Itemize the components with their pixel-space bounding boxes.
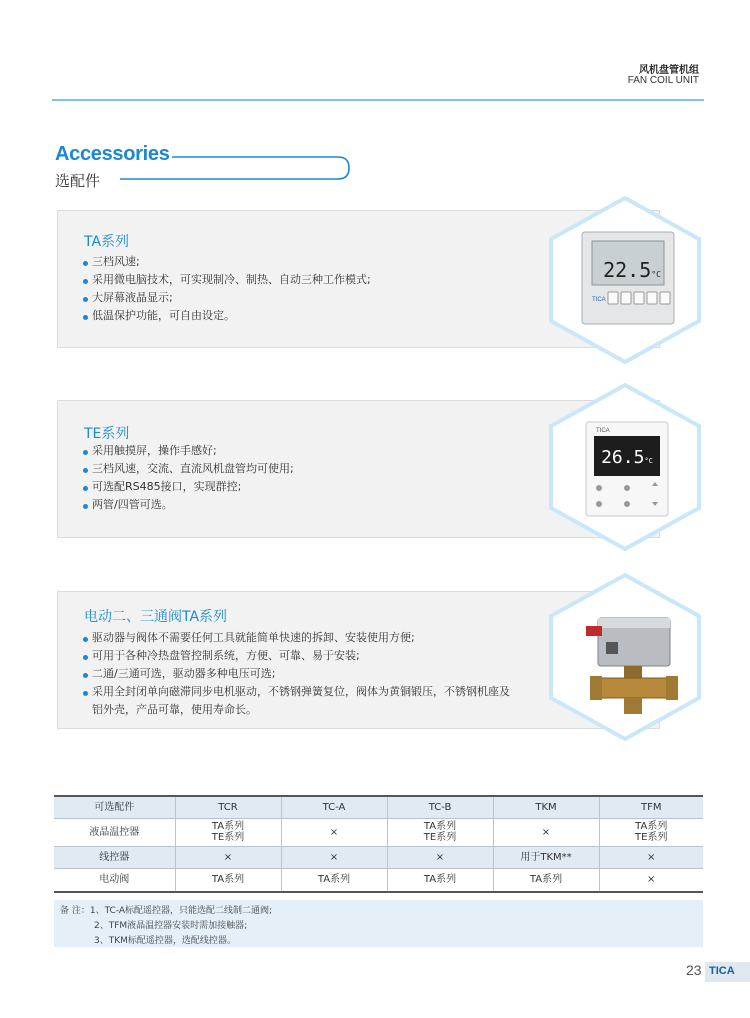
list-item: 采用微电脑技术，可实现制冷、制热、自动三种工作模式; [82, 271, 371, 289]
thermostat-unit: °C [651, 270, 661, 279]
thermostat-unit: °C [644, 457, 653, 465]
table-cell: TA系列 [387, 868, 493, 892]
list-item: 三档风速，交流、直流风机盘管均可使用; [82, 460, 294, 478]
list-item: 两管/四管可选。 [82, 496, 294, 514]
table-cell: × [175, 846, 281, 868]
thermostat-temp: 26.5 [601, 447, 645, 468]
feature-list [82, 442, 294, 514]
table-cell: TA系列 TE系列 [175, 818, 281, 846]
list-item: 采用触摸屏，操作手感好; [82, 442, 294, 460]
card-title: 电动二、三通阀TA系列 [84, 609, 228, 625]
table-header: TC-B [387, 796, 493, 818]
note-line: 2、TFM液晶温控器安装时需加接触器; [94, 921, 248, 931]
header-divider [52, 99, 704, 101]
list-item: 驱动器与阀体不需要任何工具就能简单快速的拆卸、安装使用方便; [82, 629, 514, 647]
table-cell: × [281, 818, 387, 846]
table-cell: TA系列 TE系列 [387, 818, 493, 846]
accessories-table [54, 795, 703, 893]
ta-thermostat-image [546, 195, 704, 365]
thermostat-logo: TICA [592, 297, 606, 303]
brand-logo-text: TICA [709, 965, 735, 977]
header-title-cn: 风机盘管机组 [639, 65, 699, 76]
table-cell: TA系列 [493, 868, 599, 892]
brand-badge [705, 962, 750, 982]
table-cell: TA系列 [175, 868, 281, 892]
table-row [54, 868, 703, 892]
card-title: TA系列 [84, 234, 130, 250]
card-title: TE系列 [84, 426, 130, 442]
table-header: TC-A [281, 796, 387, 818]
table-cell: TA系列 TE系列 [599, 818, 703, 846]
section-title-cn: 选配件 [55, 172, 101, 190]
table-notes [54, 900, 703, 947]
feature-list [82, 253, 371, 325]
table-header: 可选配件 [54, 796, 175, 818]
list-item: 可用于各种冷热盘管控制系统，方便、可靠、易于安装; [82, 647, 514, 665]
list-item: 大屏幕液晶显示; [82, 289, 371, 307]
list-item: 三档风速; [82, 253, 371, 271]
page-number: 23 [686, 962, 702, 978]
table-header: TFM [599, 796, 703, 818]
section-title-en: Accessories [55, 143, 170, 165]
thermostat-logo: TICA [596, 428, 610, 434]
te-thermostat-image [546, 382, 704, 552]
table-header: TCR [175, 796, 281, 818]
table-header-row [54, 796, 703, 818]
table-cell: 用于TKM** [493, 846, 599, 868]
table-cell: × [387, 846, 493, 868]
list-item: 可选配RS485接口，实现群控; [82, 478, 294, 496]
table-cell: TA系列 [281, 868, 387, 892]
table-cell: 电动阀 [54, 868, 175, 892]
list-item: 采用全封闭单向磁滞同步电机驱动，不锈钢弹簧复位，阀体为黄铜锻压，不锈钢机座及铝外壳，产品可靠，使用寿命长。 [82, 683, 514, 719]
header-title-en: FAN COIL UNIT [627, 75, 699, 86]
table-cell: 线控器 [54, 846, 175, 868]
table-cell: × [599, 868, 703, 892]
thermostat-temp: 22.5 [603, 258, 652, 282]
table-row [54, 818, 703, 846]
table-header: TKM [493, 796, 599, 818]
note-line: 3、TKM标配遥控器，选配线控器。 [94, 936, 236, 946]
list-item: 低温保护功能，可自由设定。 [82, 307, 371, 325]
note-line: 备 注：1、TC-A标配遥控器，只能选配二线制二通阀; [60, 906, 273, 916]
list-item: 二通/三通可选，驱动器多种电压可选; [82, 665, 514, 683]
feature-list [82, 629, 514, 719]
table-cell: × [599, 846, 703, 868]
table-cell: 液晶温控器 [54, 818, 175, 846]
table-cell: × [281, 846, 387, 868]
valve-image [546, 572, 704, 742]
section-title-decoration [108, 156, 350, 180]
table-cell: × [493, 818, 599, 846]
table-row [54, 846, 703, 868]
